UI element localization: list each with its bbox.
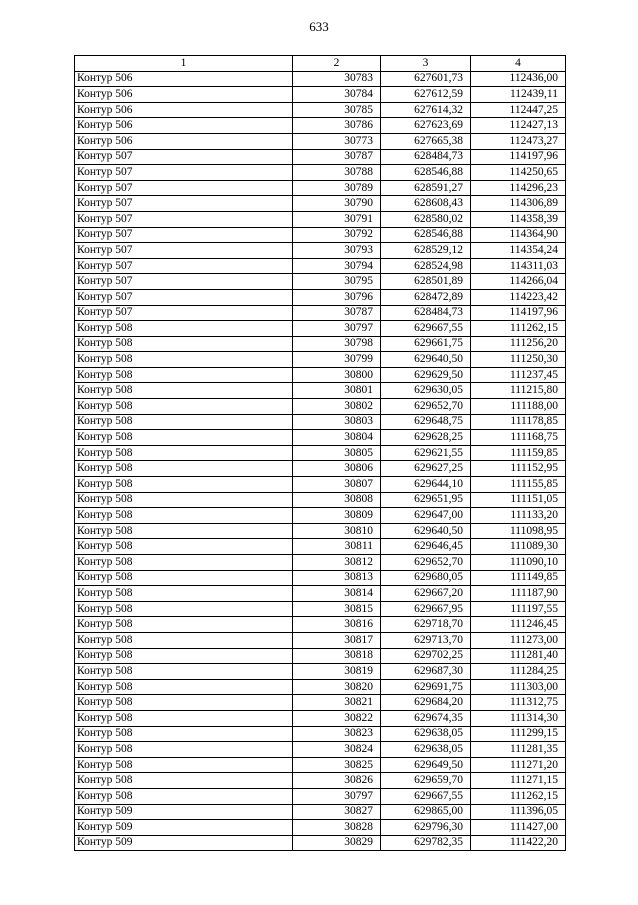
table-row [75,570,566,586]
y-coordinate-cell: 112473,27 [471,133,566,149]
y-coordinate-cell: 112447,25 [471,102,566,118]
y-coordinate-cell: 114311,03 [471,258,566,274]
point-number-cell: 30802 [293,399,381,415]
y-coordinate-cell: 111422,20 [471,835,566,851]
point-number-cell: 30811 [293,539,381,555]
point-number-cell: 30773 [293,133,381,149]
point-number-cell: 30819 [293,664,381,680]
contour-name-cell: Контур 508 [75,586,293,602]
table-row [75,742,566,758]
contour-name-cell: Контур 508 [75,742,293,758]
point-number-cell: 30810 [293,523,381,539]
point-number-cell: 30814 [293,586,381,602]
point-number-cell: 30812 [293,555,381,571]
contour-name-cell: Контур 508 [75,757,293,773]
x-coordinate-cell: 629659,70 [381,773,471,789]
contour-name-cell: Контур 507 [75,289,293,305]
y-coordinate-cell: 111152,95 [471,461,566,477]
table-row [75,414,566,430]
point-number-cell: 30827 [293,804,381,820]
y-coordinate-cell: 111159,85 [471,445,566,461]
table-row [75,726,566,742]
contour-name-cell: Контур 508 [75,773,293,789]
point-number-cell: 30806 [293,461,381,477]
y-coordinate-cell: 114266,04 [471,274,566,290]
x-coordinate-cell: 627601,73 [381,71,471,87]
table-row [75,632,566,648]
x-coordinate-cell: 628608,43 [381,196,471,212]
y-coordinate-cell: 111314,30 [471,710,566,726]
table-row [75,274,566,290]
point-number-cell: 30807 [293,477,381,493]
x-coordinate-cell: 629702,25 [381,648,471,664]
point-number-cell: 30809 [293,508,381,524]
y-coordinate-cell: 114306,89 [471,196,566,212]
table-row [75,196,566,212]
contour-name-cell: Контур 506 [75,118,293,134]
point-number-cell: 30824 [293,742,381,758]
y-coordinate-cell: 111281,35 [471,742,566,758]
x-coordinate-cell: 629782,35 [381,835,471,851]
x-coordinate-cell: 628529,12 [381,243,471,259]
contour-name-cell: Контур 507 [75,243,293,259]
table-row [75,367,566,383]
x-coordinate-cell: 628501,89 [381,274,471,290]
x-coordinate-cell: 628484,73 [381,305,471,321]
point-number-cell: 30820 [293,679,381,695]
contour-name-cell: Контур 508 [75,679,293,695]
x-coordinate-cell: 628546,88 [381,227,471,243]
x-coordinate-cell: 627614,32 [381,102,471,118]
y-coordinate-cell: 111303,00 [471,679,566,695]
point-number-cell: 30828 [293,820,381,836]
y-coordinate-cell: 111149,85 [471,570,566,586]
y-coordinate-cell: 114223,42 [471,289,566,305]
table-row [75,492,566,508]
contour-name-cell: Контур 508 [75,523,293,539]
table-row [75,133,566,149]
y-coordinate-cell: 111312,75 [471,695,566,711]
point-number-cell: 30803 [293,414,381,430]
point-number-cell: 30823 [293,726,381,742]
table-row [75,71,566,87]
contour-name-cell: Контур 508 [75,430,293,446]
contour-name-cell: Контур 508 [75,710,293,726]
contour-name-cell: Контур 508 [75,555,293,571]
column-header: 3 [381,56,471,72]
contour-name-cell: Контур 508 [75,648,293,664]
contour-name-cell: Контур 508 [75,508,293,524]
table-row [75,445,566,461]
y-coordinate-cell: 112427,13 [471,118,566,134]
y-coordinate-cell: 114296,23 [471,180,566,196]
y-coordinate-cell: 111168,75 [471,430,566,446]
table-row [75,305,566,321]
contour-name-cell: Контур 508 [75,367,293,383]
y-coordinate-cell: 111256,20 [471,336,566,352]
x-coordinate-cell: 629680,05 [381,570,471,586]
contour-name-cell: Контур 507 [75,180,293,196]
point-number-cell: 30826 [293,773,381,789]
y-coordinate-cell: 111151,05 [471,492,566,508]
point-number-cell: 30791 [293,211,381,227]
x-coordinate-cell: 629629,50 [381,367,471,383]
table-row [75,820,566,836]
x-coordinate-cell: 628524,98 [381,258,471,274]
table-row [75,430,566,446]
y-coordinate-cell: 111089,30 [471,539,566,555]
contour-name-cell: Контур 507 [75,211,293,227]
table-row [75,695,566,711]
contour-name-cell: Контур 508 [75,695,293,711]
point-number-cell: 30815 [293,601,381,617]
point-number-cell: 30787 [293,305,381,321]
x-coordinate-cell: 627623,69 [381,118,471,134]
page-number: 633 [309,19,329,34]
point-number-cell: 30789 [293,180,381,196]
table-row [75,102,566,118]
contour-name-cell: Контур 507 [75,274,293,290]
point-number-cell: 30801 [293,383,381,399]
x-coordinate-cell: 629647,00 [381,508,471,524]
y-coordinate-cell: 111133,20 [471,508,566,524]
x-coordinate-cell: 629638,05 [381,726,471,742]
table-row [75,87,566,103]
y-coordinate-cell: 111197,55 [471,601,566,617]
column-header: 4 [471,56,566,72]
x-coordinate-cell: 629865,00 [381,804,471,820]
table-body [75,71,566,851]
table-row [75,149,566,165]
point-number-cell: 30795 [293,274,381,290]
contour-name-cell: Контур 508 [75,399,293,415]
x-coordinate-cell: 629628,25 [381,430,471,446]
y-coordinate-cell: 111427,00 [471,820,566,836]
table-row [75,648,566,664]
contour-name-cell: Контур 506 [75,102,293,118]
table-row [75,352,566,368]
point-number-cell: 30786 [293,118,381,134]
contour-name-cell: Контур 508 [75,352,293,368]
y-coordinate-cell: 112436,00 [471,71,566,87]
point-number-cell: 30808 [293,492,381,508]
contour-name-cell: Контур 508 [75,664,293,680]
y-coordinate-cell: 111273,00 [471,632,566,648]
table-row [75,804,566,820]
y-coordinate-cell: 111178,85 [471,414,566,430]
table-row [75,835,566,851]
x-coordinate-cell: 629796,30 [381,820,471,836]
x-coordinate-cell: 627612,59 [381,87,471,103]
contour-name-cell: Контур 507 [75,149,293,165]
contour-name-cell: Контур 507 [75,227,293,243]
column-header: 2 [293,56,381,72]
contour-name-cell: Контур 508 [75,601,293,617]
contour-name-cell: Контур 508 [75,726,293,742]
y-coordinate-cell: 111155,85 [471,477,566,493]
x-coordinate-cell: 628591,27 [381,180,471,196]
contour-name-cell: Контур 508 [75,570,293,586]
table-row [75,710,566,726]
x-coordinate-cell: 629674,35 [381,710,471,726]
point-number-cell: 30796 [293,289,381,305]
x-coordinate-cell: 629640,50 [381,352,471,368]
x-coordinate-cell: 629646,45 [381,539,471,555]
point-number-cell: 30787 [293,149,381,165]
table-row [75,336,566,352]
x-coordinate-cell: 629691,75 [381,679,471,695]
point-number-cell: 30813 [293,570,381,586]
y-coordinate-cell: 111396,05 [471,804,566,820]
table-row [75,118,566,134]
contour-name-cell: Контур 506 [75,71,293,87]
point-number-cell: 30817 [293,632,381,648]
contour-name-cell: Контур 506 [75,133,293,149]
y-coordinate-cell: 111215,80 [471,383,566,399]
table-row [75,243,566,259]
contour-name-cell: Контур 506 [75,87,293,103]
table-row [75,788,566,804]
y-coordinate-cell: 114197,96 [471,149,566,165]
contour-name-cell: Контур 508 [75,321,293,337]
table-row [75,664,566,680]
x-coordinate-cell: 629649,50 [381,757,471,773]
x-coordinate-cell: 629718,70 [381,617,471,633]
table-row [75,383,566,399]
point-number-cell: 30797 [293,788,381,804]
point-number-cell: 30818 [293,648,381,664]
contour-name-cell: Контур 507 [75,305,293,321]
point-number-cell: 30822 [293,710,381,726]
point-number-cell: 30788 [293,165,381,181]
point-number-cell: 30804 [293,430,381,446]
table-row [75,258,566,274]
y-coordinate-cell: 111262,15 [471,321,566,337]
x-coordinate-cell: 629648,75 [381,414,471,430]
contour-name-cell: Контур 508 [75,414,293,430]
y-coordinate-cell: 114250,65 [471,165,566,181]
x-coordinate-cell: 628484,73 [381,149,471,165]
x-coordinate-cell: 629644,10 [381,477,471,493]
point-number-cell: 30799 [293,352,381,368]
point-number-cell: 30793 [293,243,381,259]
table-row [75,586,566,602]
point-number-cell: 30825 [293,757,381,773]
x-coordinate-cell: 628580,02 [381,211,471,227]
point-number-cell: 30798 [293,336,381,352]
point-number-cell: 30783 [293,71,381,87]
y-coordinate-cell: 114197,96 [471,305,566,321]
y-coordinate-cell: 111271,15 [471,773,566,789]
table-row [75,461,566,477]
point-number-cell: 30821 [293,695,381,711]
y-coordinate-cell: 111284,25 [471,664,566,680]
x-coordinate-cell: 629684,20 [381,695,471,711]
table-row [75,399,566,415]
y-coordinate-cell: 111090,10 [471,555,566,571]
table-row [75,523,566,539]
y-coordinate-cell: 111246,45 [471,617,566,633]
x-coordinate-cell: 629667,95 [381,601,471,617]
y-coordinate-cell: 111188,00 [471,399,566,415]
table-row [75,321,566,337]
point-number-cell: 30790 [293,196,381,212]
x-coordinate-cell: 628546,88 [381,165,471,181]
table-row [75,679,566,695]
y-coordinate-cell: 114358,39 [471,211,566,227]
table-header-row [75,56,566,72]
table-row [75,180,566,196]
x-coordinate-cell: 629621,55 [381,445,471,461]
table-row [75,508,566,524]
y-coordinate-cell: 111098,95 [471,523,566,539]
x-coordinate-cell: 629667,55 [381,788,471,804]
table-row [75,617,566,633]
y-coordinate-cell: 114354,24 [471,243,566,259]
x-coordinate-cell: 629687,30 [381,664,471,680]
contour-name-cell: Контур 508 [75,336,293,352]
point-number-cell: 30785 [293,102,381,118]
y-coordinate-cell: 111237,45 [471,367,566,383]
y-coordinate-cell: 111281,40 [471,648,566,664]
coordinates-table [74,55,566,851]
x-coordinate-cell: 629640,50 [381,523,471,539]
x-coordinate-cell: 629652,70 [381,555,471,571]
table-row [75,477,566,493]
table-row [75,601,566,617]
x-coordinate-cell: 629652,70 [381,399,471,415]
y-coordinate-cell: 111187,90 [471,586,566,602]
contour-name-cell: Контур 508 [75,539,293,555]
point-number-cell: 30792 [293,227,381,243]
point-number-cell: 30829 [293,835,381,851]
contour-name-cell: Контур 509 [75,820,293,836]
x-coordinate-cell: 628472,89 [381,289,471,305]
y-coordinate-cell: 111299,15 [471,726,566,742]
y-coordinate-cell: 111250,30 [471,352,566,368]
table-row [75,165,566,181]
contour-name-cell: Контур 508 [75,632,293,648]
x-coordinate-cell: 629713,70 [381,632,471,648]
contour-name-cell: Контур 507 [75,196,293,212]
contour-name-cell: Контур 509 [75,804,293,820]
contour-name-cell: Контур 508 [75,461,293,477]
contour-name-cell: Контур 507 [75,258,293,274]
x-coordinate-cell: 629630,05 [381,383,471,399]
contour-name-cell: Контур 508 [75,788,293,804]
point-number-cell: 30794 [293,258,381,274]
x-coordinate-cell: 627665,38 [381,133,471,149]
contour-name-cell: Контур 509 [75,835,293,851]
column-header: 1 [75,56,293,72]
point-number-cell: 30800 [293,367,381,383]
point-number-cell: 30805 [293,445,381,461]
y-coordinate-cell: 112439,11 [471,87,566,103]
y-coordinate-cell: 111271,20 [471,757,566,773]
table-row [75,211,566,227]
y-coordinate-cell: 111262,15 [471,788,566,804]
x-coordinate-cell: 629638,05 [381,742,471,758]
table-row [75,539,566,555]
point-number-cell: 30797 [293,321,381,337]
x-coordinate-cell: 629651,95 [381,492,471,508]
point-number-cell: 30784 [293,87,381,103]
contour-name-cell: Контур 507 [75,165,293,181]
y-coordinate-cell: 114364,90 [471,227,566,243]
table-row [75,757,566,773]
contour-name-cell: Контур 508 [75,383,293,399]
contour-name-cell: Контур 508 [75,477,293,493]
x-coordinate-cell: 629661,75 [381,336,471,352]
table-row [75,227,566,243]
x-coordinate-cell: 629667,20 [381,586,471,602]
table-row [75,773,566,789]
contour-name-cell: Контур 508 [75,617,293,633]
contour-name-cell: Контур 508 [75,492,293,508]
x-coordinate-cell: 629667,55 [381,321,471,337]
table-row [75,555,566,571]
x-coordinate-cell: 629627,25 [381,461,471,477]
table-row [75,289,566,305]
contour-name-cell: Контур 508 [75,445,293,461]
point-number-cell: 30816 [293,617,381,633]
